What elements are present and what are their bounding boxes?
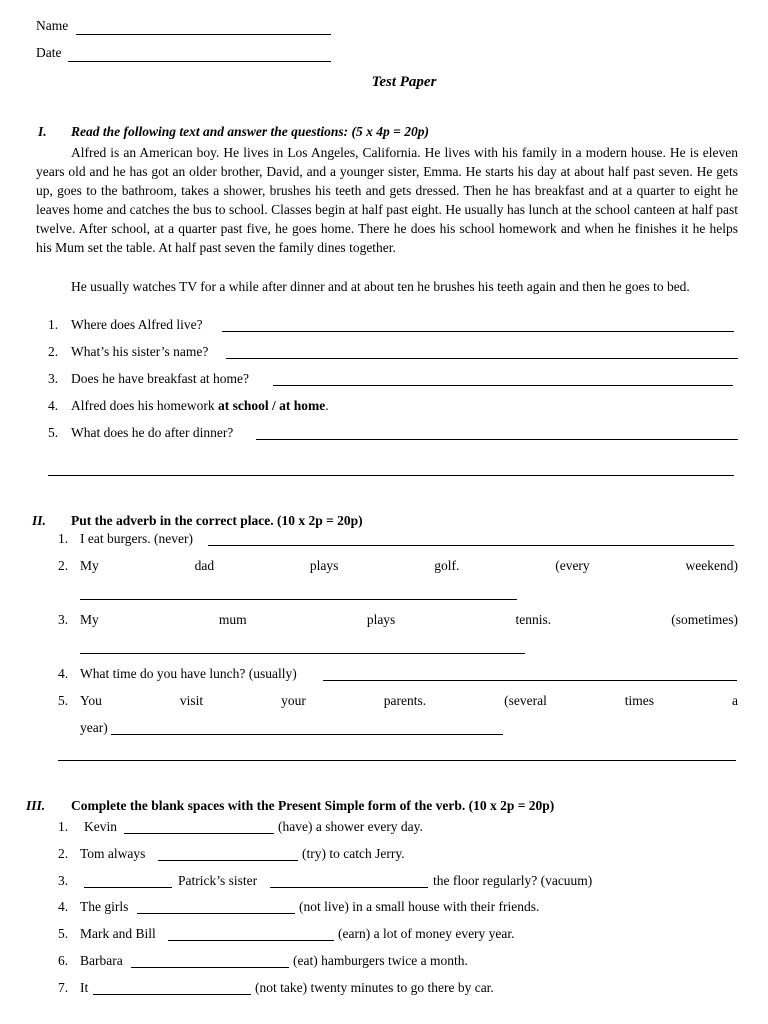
item-number: 5. xyxy=(58,926,69,941)
answer-blank[interactable] xyxy=(124,833,274,834)
reading-paragraph-1: Alfred is an American boy. He lives in Los Angeles, California. He lives with his family in a modern house. He is eleven years old and he has got an older brother, David, and a younger sister, Emma. He starts his day at about half past seven. He gets up, goes to the bathroom, takes a shower, brushes his teeth and gets dressed. Then he has breakfast and at a quarter to eight he leaves home and catches the bus to school. Classes begin at half past eight. He usually has lunch at the school canteen at half past twelve. After school, at a quarter past five, he goes home. There he does his school homework and when he finishes it he helps his Mum set the table. At half past seven the family dines together. xyxy=(36,145,738,255)
answer-line[interactable] xyxy=(80,599,517,600)
question-text: What’s his sister’s name? xyxy=(71,344,209,359)
date-field[interactable] xyxy=(68,61,331,62)
answer-line[interactable] xyxy=(273,385,733,386)
answer-line[interactable] xyxy=(226,358,738,359)
section-2-numeral: II. xyxy=(32,513,46,528)
answer-blank[interactable] xyxy=(270,887,428,888)
item-text: My mum plays tennis. (sometimes) xyxy=(80,612,738,627)
name-label: Name xyxy=(36,18,69,33)
item-number: 2. xyxy=(58,846,69,861)
question-number: 3. xyxy=(48,371,59,386)
item-text: year) xyxy=(80,720,108,735)
section-3-heading: Complete the blank spaces with the Present Simple form of the verb. (10 x 2p = 20p) xyxy=(71,798,555,813)
item-text: Mark and Bill xyxy=(80,926,156,941)
question-text: What does he do after dinner? xyxy=(71,425,234,440)
question-number: 2. xyxy=(48,344,59,359)
answer-blank[interactable] xyxy=(137,913,295,914)
question-number: 1. xyxy=(48,317,59,332)
page-title: Test Paper xyxy=(371,74,437,90)
answer-blank[interactable] xyxy=(84,887,172,888)
item-number: 3. xyxy=(58,873,69,888)
item-text: (earn) a lot of money every year. xyxy=(338,926,515,941)
reading-paragraph-2: He usually watches TV for a while after dinner and at about ten he brushes his teeth again and then he goes to bed. xyxy=(71,279,690,294)
question-text: Does he have breakfast at home? xyxy=(71,371,250,386)
question-text: Where does Alfred live? xyxy=(71,317,203,332)
section-1-heading: Read the following text and answer the questions: (5 x 4p = 20p) xyxy=(71,124,429,139)
item-number: 2. xyxy=(58,558,69,573)
section-1-numeral: I. xyxy=(38,124,47,139)
item-text: the floor regularly? (vacuum) xyxy=(433,873,593,888)
answer-line[interactable] xyxy=(208,545,734,546)
answer-blank[interactable] xyxy=(131,967,289,968)
item-number: 6. xyxy=(58,953,69,968)
item-number: 1. xyxy=(58,819,69,834)
section-3-numeral: III. xyxy=(26,798,46,813)
item-text: (not take) twenty minutes to go there by car. xyxy=(255,980,494,995)
item-text: Patrick’s sister xyxy=(178,873,258,888)
question-text: Alfred does his homework at school / at home. xyxy=(71,398,329,413)
section-2-heading: Put the adverb in the correct place. (10 x 2p = 20p) xyxy=(71,513,363,528)
answer-line[interactable] xyxy=(222,331,734,332)
answer-blank[interactable] xyxy=(168,940,334,941)
item-number: 1. xyxy=(58,531,69,546)
answer-blank[interactable] xyxy=(158,860,298,861)
item-text: I eat burgers. (never) xyxy=(80,531,193,546)
item-text: The girls xyxy=(80,899,129,914)
answer-line[interactable] xyxy=(256,439,738,440)
answer-line[interactable] xyxy=(323,680,737,681)
date-label: Date xyxy=(36,45,62,60)
item-number: 4. xyxy=(58,666,69,681)
item-number: 7. xyxy=(58,980,69,995)
item-text: It xyxy=(80,980,89,995)
item-text: (eat) hamburgers twice a month. xyxy=(293,953,468,968)
item-text: What time do you have lunch? (usually) xyxy=(80,666,297,681)
item-text: Barbara xyxy=(80,953,123,968)
item-text: (have) a shower every day. xyxy=(278,819,423,834)
answer-blank[interactable] xyxy=(93,994,251,995)
question-number: 4. xyxy=(48,398,59,413)
question-number: 5. xyxy=(48,425,59,440)
item-text: Kevin xyxy=(84,819,117,834)
item-text: Tom always xyxy=(80,846,146,861)
answer-line[interactable] xyxy=(80,653,525,654)
item-text: (not live) in a small house with their friends. xyxy=(299,899,540,914)
item-text: (try) to catch Jerry. xyxy=(302,846,405,861)
item-text: My dad plays golf. (every weekend) xyxy=(80,558,738,573)
answer-line[interactable] xyxy=(111,734,503,735)
name-field[interactable] xyxy=(76,34,331,35)
item-number: 5. xyxy=(58,693,69,708)
answer-line[interactable] xyxy=(48,475,734,476)
item-text: You visit your parents. (several times a xyxy=(80,693,738,708)
item-number: 3. xyxy=(58,612,69,627)
answer-line[interactable] xyxy=(58,760,736,761)
item-number: 4. xyxy=(58,899,69,914)
